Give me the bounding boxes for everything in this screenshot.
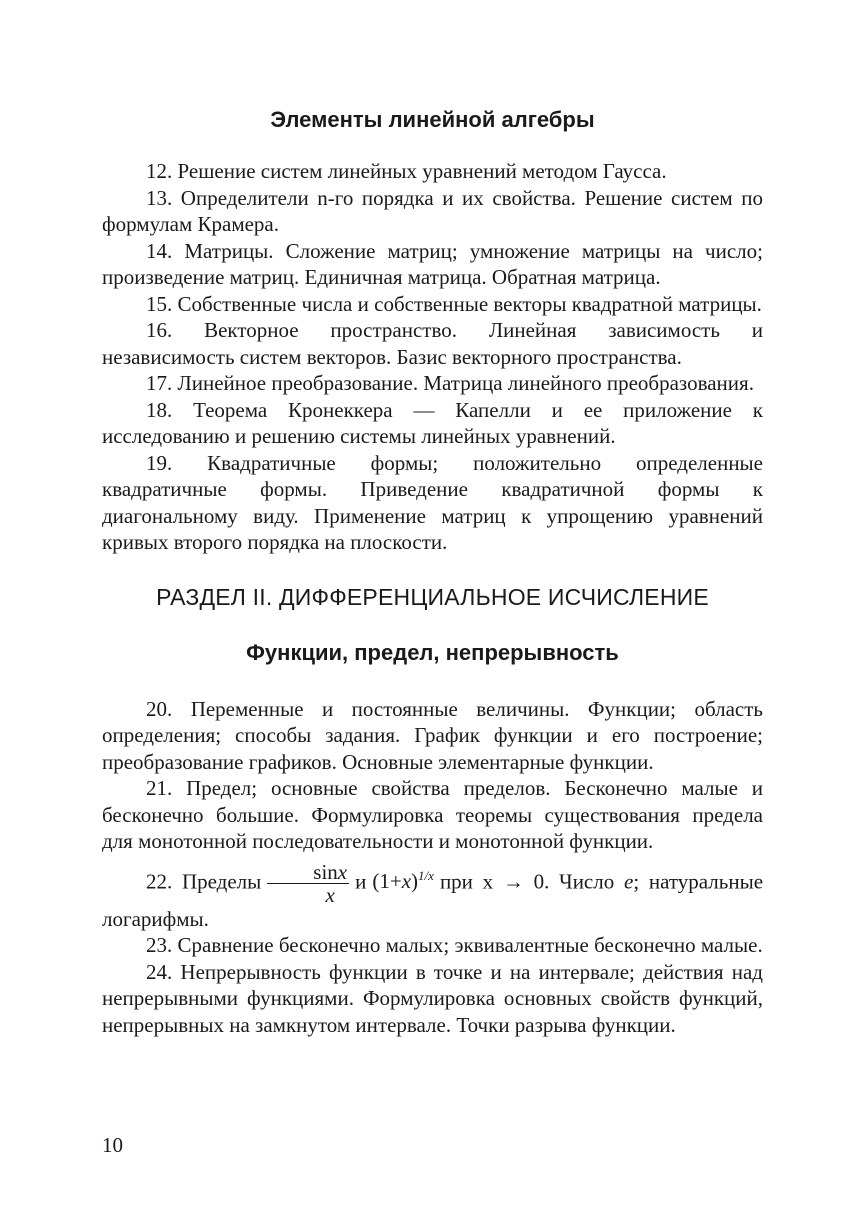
section-title: РАЗДЕЛ II. ДИФФЕРЕНЦИАЛЬНОЕ ИСЧИСЛЕНИЕ <box>156 583 709 610</box>
item-15: 15. Собственные числа и собственные векторы квадратной матрицы. <box>146 291 762 316</box>
item-24: 24. Непрерывность функции в точке и на интервале; действия над непрерывными функциями. Формулировка основных свойств функций, непрерывных на замкнутом интервале. Точки разрыва функции. <box>102 959 763 1037</box>
power-expression: $(1+x)^{1/x}$ <box>372 867 434 893</box>
item-22-suffix: ; натуральные логарифмы. <box>102 868 764 931</box>
item-18: 18. Теорема Кронеккера — Капелли и ее приложение к исследованию и решению системы линейных уравнений. <box>102 397 763 448</box>
item-22-prefix: 22. Пределы <box>146 868 262 893</box>
item-22 <box>102 861 763 933</box>
euler-number: e <box>623 868 634 893</box>
item-22-mid: при x → 0. Число <box>439 868 615 893</box>
item-12: 12. Решение систем линейных уравнений методом Гаусса. <box>146 159 667 183</box>
fraction-numerator-fn: sin <box>313 859 338 884</box>
sinx-over-x-fraction <box>267 861 349 906</box>
power-var: x <box>401 868 412 893</box>
functions-items <box>102 696 763 1039</box>
power-exponent: 1/x <box>418 867 434 883</box>
heading-linear-algebra: Элементы линейной алгебры <box>270 107 595 132</box>
page-content <box>102 103 763 1038</box>
page-number: 10 <box>102 1133 123 1157</box>
item-22-conj: и <box>355 868 367 893</box>
item-17: 17. Линейное преобразование. Матрица линейного преобразования. <box>146 371 754 395</box>
linear-algebra-items <box>102 158 763 556</box>
item-14: 14. Матрицы. Сложение матриц; умножение матрицы на число; произведение матриц. Единичная матрица. Обратная матрица. <box>102 238 763 289</box>
item-21: 21. Предел; основные свойства пределов. Бесконечно малые и бесконечно большие. Формулировка теоремы существования предела для монотонной последовательности и монотонной функции. <box>102 776 763 853</box>
fraction-denominator: x <box>325 882 335 907</box>
item-13: 13. Определители n-го порядка и их свойства. Решение систем по формулам Крамера. <box>102 185 763 236</box>
subsection-title: Функции, предел, непрерывность <box>246 639 619 665</box>
item-16: 16. Векторное пространство. Линейная зависимость и независимость систем векторов. Базис векторного пространства. <box>102 318 763 369</box>
item-23: 23. Сравнение бесконечно малых; эквивалентные бесконечно малые. <box>146 933 763 957</box>
item-20: 20. Переменные и постоянные величины. Функции; область определения; способы задания. График функции и его построение; преобразование графиков. Основные элементарные функции. <box>102 696 763 774</box>
fraction-numerator-var: x <box>337 859 348 884</box>
item-19: 19. Квадратичные формы; положительно определенные квадратичные формы. Приведение квадратичной формы к диагональному виду. Применение матриц к упрощению уравнений кривых второго порядка на плоскости. <box>102 450 763 554</box>
